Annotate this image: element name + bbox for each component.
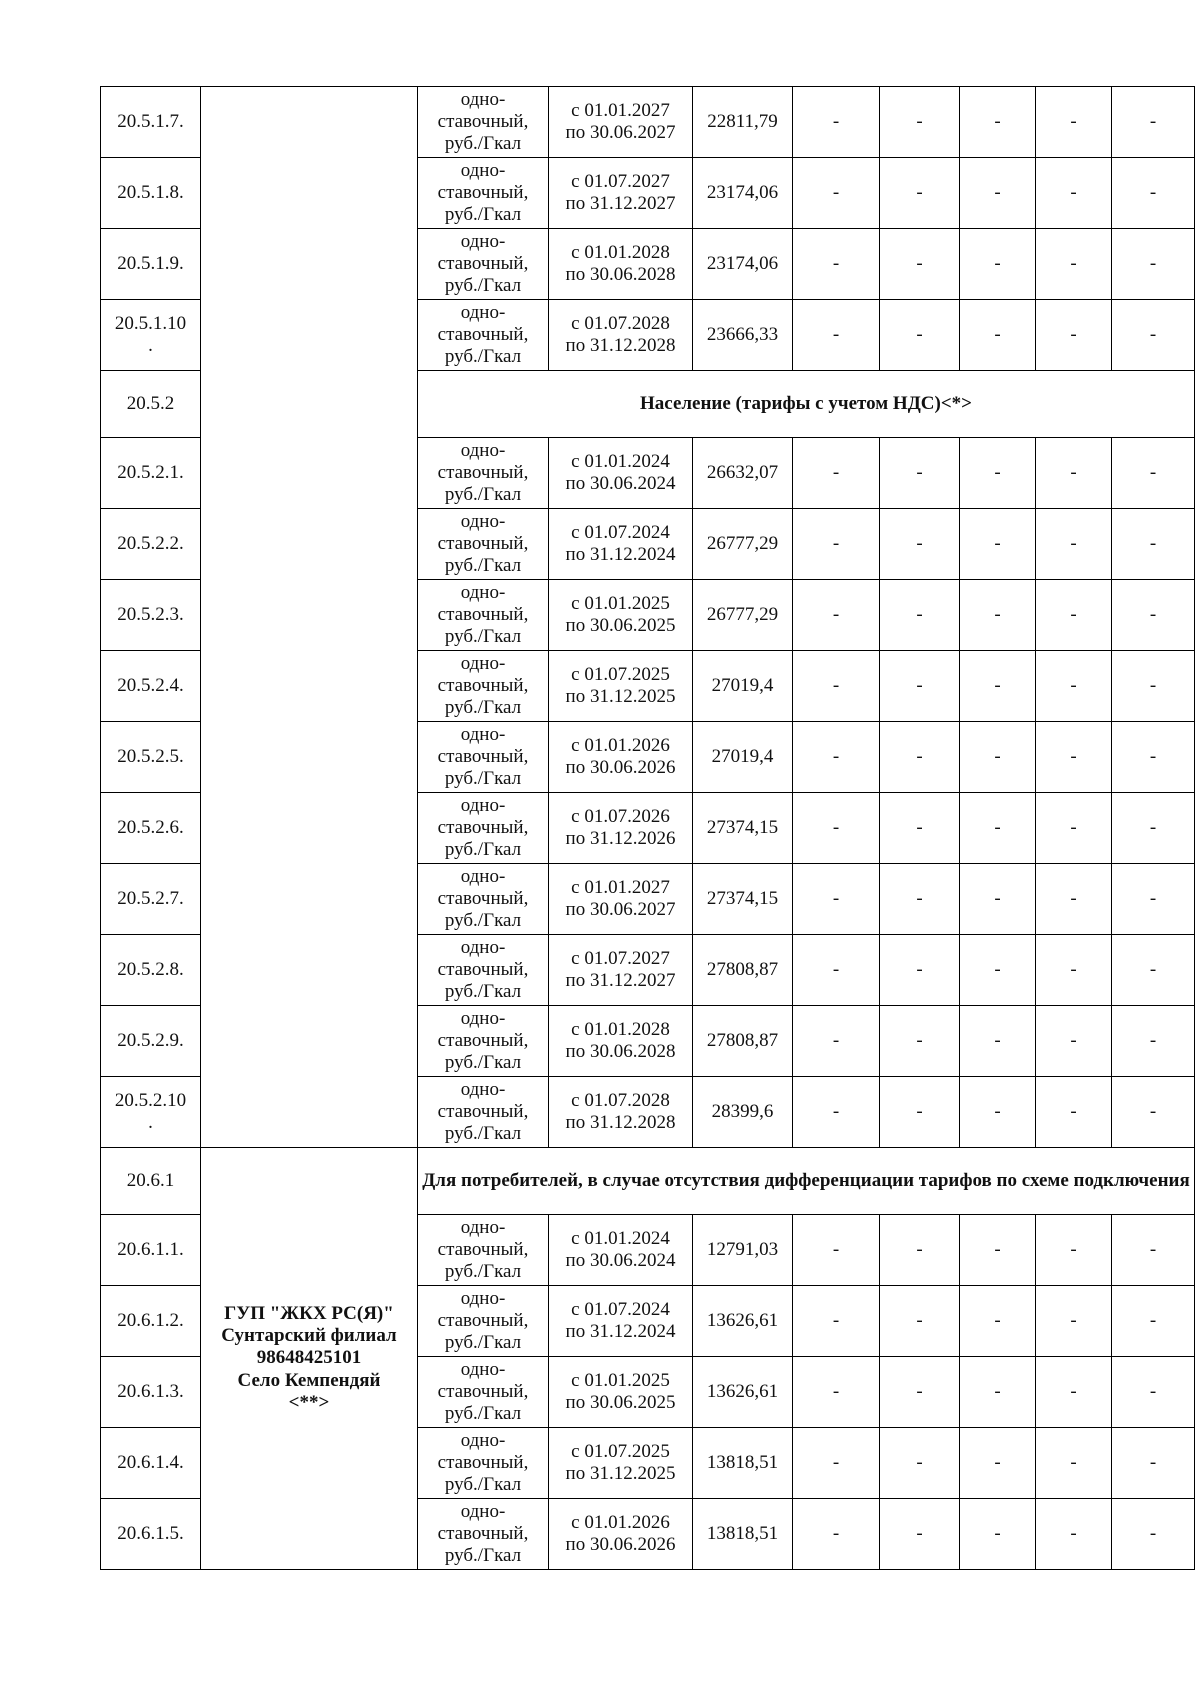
tariff-type: одно- ставочный, руб./Гкал: [418, 87, 549, 158]
tariff-value: 13626,61: [693, 1357, 793, 1428]
empty-value: -: [880, 158, 960, 229]
tariff-value: 12791,03: [693, 1215, 793, 1286]
empty-value: -: [880, 1215, 960, 1286]
tariff-type: одно- ставочный, руб./Гкал: [418, 1428, 549, 1499]
row-code: 20.5.2.10 .: [101, 1077, 201, 1148]
empty-value: -: [880, 651, 960, 722]
empty-value: -: [960, 935, 1036, 1006]
empty-value: -: [1036, 1077, 1112, 1148]
empty-value: -: [1036, 935, 1112, 1006]
row-code: 20.5.1.10 .: [101, 300, 201, 371]
tariff-type: одно- ставочный, руб./Гкал: [418, 438, 549, 509]
empty-value: -: [1112, 1286, 1195, 1357]
empty-value: -: [960, 300, 1036, 371]
period: с 01.07.2024 по 31.12.2024: [549, 1286, 693, 1357]
empty-value: -: [793, 1428, 880, 1499]
organization-cell: [201, 87, 418, 1148]
empty-value: -: [793, 580, 880, 651]
empty-value: -: [1112, 1006, 1195, 1077]
row-code: 20.6.1.1.: [101, 1215, 201, 1286]
empty-value: -: [880, 229, 960, 300]
empty-value: -: [1036, 229, 1112, 300]
tariff-table: [100, 86, 1195, 1570]
empty-value: -: [1036, 651, 1112, 722]
empty-value: -: [880, 1006, 960, 1077]
tariff-type: одно- ставочный, руб./Гкал: [418, 935, 549, 1006]
tariff-value: 27019,4: [693, 651, 793, 722]
empty-value: -: [880, 722, 960, 793]
row-code: 20.5.2.1.: [101, 438, 201, 509]
tariff-value: 26777,29: [693, 509, 793, 580]
tariff-type: одно- ставочный, руб./Гкал: [418, 864, 549, 935]
tariff-value: 13818,51: [693, 1428, 793, 1499]
row-code: 20.5.2.2.: [101, 509, 201, 580]
row-code: 20.5.2.6.: [101, 793, 201, 864]
row-code: 20.6.1.3.: [101, 1357, 201, 1428]
tariff-type: одно- ставочный, руб./Гкал: [418, 1499, 549, 1570]
empty-value: -: [960, 1077, 1036, 1148]
tariff-type: одно- ставочный, руб./Гкал: [418, 1215, 549, 1286]
tariff-value: 27374,15: [693, 793, 793, 864]
empty-value: -: [960, 864, 1036, 935]
empty-value: -: [1036, 1499, 1112, 1570]
period: с 01.01.2024 по 30.06.2024: [549, 438, 693, 509]
empty-value: -: [1036, 438, 1112, 509]
empty-value: -: [880, 438, 960, 509]
empty-value: -: [1112, 438, 1195, 509]
empty-value: -: [960, 793, 1036, 864]
empty-value: -: [880, 509, 960, 580]
row-code: 20.5.2.8.: [101, 935, 201, 1006]
period: с 01.01.2024 по 30.06.2024: [549, 1215, 693, 1286]
empty-value: -: [793, 87, 880, 158]
empty-value: -: [960, 509, 1036, 580]
empty-value: -: [793, 158, 880, 229]
tariff-type: одно- ставочный, руб./Гкал: [418, 1357, 549, 1428]
empty-value: -: [1112, 1499, 1195, 1570]
period: с 01.01.2028 по 30.06.2028: [549, 1006, 693, 1077]
section-title: Население (тарифы с учетом НДС)<*>: [418, 371, 1195, 438]
empty-value: -: [880, 1428, 960, 1499]
empty-value: -: [880, 87, 960, 158]
row-code: 20.5.2.3.: [101, 580, 201, 651]
tariff-type: одно- ставочный, руб./Гкал: [418, 229, 549, 300]
empty-value: -: [960, 722, 1036, 793]
period: с 01.07.2028 по 31.12.2028: [549, 1077, 693, 1148]
empty-value: -: [960, 438, 1036, 509]
tariff-value: 28399,6: [693, 1077, 793, 1148]
empty-value: -: [793, 509, 880, 580]
tariff-value: 27374,15: [693, 864, 793, 935]
empty-value: -: [960, 87, 1036, 158]
period: с 01.01.2026 по 30.06.2026: [549, 722, 693, 793]
empty-value: -: [880, 1077, 960, 1148]
period: с 01.07.2028 по 31.12.2028: [549, 300, 693, 371]
empty-value: -: [960, 1286, 1036, 1357]
tariff-value: 23174,06: [693, 158, 793, 229]
empty-value: -: [793, 1286, 880, 1357]
empty-value: -: [960, 1428, 1036, 1499]
empty-value: -: [793, 300, 880, 371]
tariff-type: одно- ставочный, руб./Гкал: [418, 793, 549, 864]
empty-value: -: [1036, 509, 1112, 580]
empty-value: -: [1112, 300, 1195, 371]
empty-value: -: [1036, 1428, 1112, 1499]
empty-value: -: [1112, 793, 1195, 864]
empty-value: -: [793, 935, 880, 1006]
empty-value: -: [880, 1286, 960, 1357]
row-code: 20.6.1.5.: [101, 1499, 201, 1570]
empty-value: -: [1112, 1215, 1195, 1286]
tariff-value: 27808,87: [693, 1006, 793, 1077]
empty-value: -: [1036, 158, 1112, 229]
empty-value: -: [793, 793, 880, 864]
tariff-value: 23174,06: [693, 229, 793, 300]
tariff-value: 23666,33: [693, 300, 793, 371]
tariff-type: одно- ставочный, руб./Гкал: [418, 509, 549, 580]
empty-value: -: [960, 1499, 1036, 1570]
tariff-type: одно- ставочный, руб./Гкал: [418, 300, 549, 371]
period: с 01.01.2027 по 30.06.2027: [549, 864, 693, 935]
tariff-value: 26632,07: [693, 438, 793, 509]
empty-value: -: [1112, 1428, 1195, 1499]
empty-value: -: [1112, 1077, 1195, 1148]
empty-value: -: [1112, 651, 1195, 722]
empty-value: -: [880, 793, 960, 864]
tariff-type: одно- ставочный, руб./Гкал: [418, 722, 549, 793]
empty-value: -: [1112, 87, 1195, 158]
tariff-table-body: [101, 87, 1195, 1570]
empty-value: -: [1112, 158, 1195, 229]
empty-value: -: [793, 438, 880, 509]
empty-value: -: [793, 651, 880, 722]
empty-value: -: [1036, 1006, 1112, 1077]
empty-value: -: [960, 158, 1036, 229]
empty-value: -: [1036, 580, 1112, 651]
tariff-type: одно- ставочный, руб./Гкал: [418, 1286, 549, 1357]
organization-cell: ГУП "ЖКХ РС(Я)" Сунтарский филиал 98648425101 Село Кемпендяй <**>: [201, 1148, 418, 1570]
empty-value: -: [1036, 793, 1112, 864]
empty-value: -: [1112, 1357, 1195, 1428]
row-code: 20.5.2.7.: [101, 864, 201, 935]
row-code: 20.5.2.9.: [101, 1006, 201, 1077]
empty-value: -: [880, 580, 960, 651]
empty-value: -: [960, 651, 1036, 722]
empty-value: -: [793, 864, 880, 935]
empty-value: -: [1112, 229, 1195, 300]
empty-value: -: [793, 1077, 880, 1148]
empty-value: -: [880, 1357, 960, 1428]
tariff-value: 22811,79: [693, 87, 793, 158]
row-code: 20.6.1.2.: [101, 1286, 201, 1357]
period: с 01.01.2027 по 30.06.2027: [549, 87, 693, 158]
period: с 01.01.2025 по 30.06.2025: [549, 1357, 693, 1428]
tariff-value: 13626,61: [693, 1286, 793, 1357]
empty-value: -: [880, 935, 960, 1006]
row-code: 20.6.1.4.: [101, 1428, 201, 1499]
tariff-type: одно- ставочный, руб./Гкал: [418, 158, 549, 229]
period: с 01.07.2027 по 31.12.2027: [549, 935, 693, 1006]
row-code: 20.5.2.4.: [101, 651, 201, 722]
empty-value: -: [793, 1357, 880, 1428]
empty-value: -: [1112, 722, 1195, 793]
tariff-value: 26777,29: [693, 580, 793, 651]
empty-value: -: [793, 1215, 880, 1286]
empty-value: -: [960, 580, 1036, 651]
empty-value: -: [960, 1357, 1036, 1428]
period: с 01.07.2027 по 31.12.2027: [549, 158, 693, 229]
tariff-value: 27808,87: [693, 935, 793, 1006]
period: с 01.07.2025 по 31.12.2025: [549, 651, 693, 722]
tariff-type: одно- ставочный, руб./Гкал: [418, 1006, 549, 1077]
tariff-type: одно- ставочный, руб./Гкал: [418, 651, 549, 722]
empty-value: -: [1036, 722, 1112, 793]
empty-value: -: [793, 1006, 880, 1077]
row-code: 20.5.1.8.: [101, 158, 201, 229]
empty-value: -: [880, 300, 960, 371]
row-code: 20.5.1.9.: [101, 229, 201, 300]
period: с 01.07.2025 по 31.12.2025: [549, 1428, 693, 1499]
tariff-value: 27019,4: [693, 722, 793, 793]
empty-value: -: [960, 1215, 1036, 1286]
row-code: 20.5.1.7.: [101, 87, 201, 158]
period: с 01.01.2025 по 30.06.2025: [549, 580, 693, 651]
empty-value: -: [793, 1499, 880, 1570]
empty-value: -: [793, 229, 880, 300]
empty-value: -: [880, 1499, 960, 1570]
section-row: [101, 1148, 1195, 1215]
row-code: 20.5.2: [101, 371, 201, 438]
period: с 01.01.2026 по 30.06.2026: [549, 1499, 693, 1570]
empty-value: -: [1112, 935, 1195, 1006]
empty-value: -: [1036, 300, 1112, 371]
empty-value: -: [1036, 1286, 1112, 1357]
empty-value: -: [1112, 864, 1195, 935]
empty-value: -: [1036, 1357, 1112, 1428]
tariff-value: 13818,51: [693, 1499, 793, 1570]
empty-value: -: [960, 1006, 1036, 1077]
empty-value: -: [1036, 1215, 1112, 1286]
tariff-type: одно- ставочный, руб./Гкал: [418, 1077, 549, 1148]
row-code: 20.6.1: [101, 1148, 201, 1215]
empty-value: -: [1036, 87, 1112, 158]
period: с 01.07.2024 по 31.12.2024: [549, 509, 693, 580]
empty-value: -: [960, 229, 1036, 300]
empty-value: -: [1112, 509, 1195, 580]
tariff-type: одно- ставочный, руб./Гкал: [418, 580, 549, 651]
table-row: [101, 87, 1195, 158]
period: с 01.07.2026 по 31.12.2026: [549, 793, 693, 864]
empty-value: -: [793, 722, 880, 793]
empty-value: -: [880, 864, 960, 935]
empty-value: -: [1112, 580, 1195, 651]
section-title: Для потребителей, в случае отсутствия дифференциации тарифов по схеме подключения: [418, 1148, 1195, 1215]
period: с 01.01.2028 по 30.06.2028: [549, 229, 693, 300]
row-code: 20.5.2.5.: [101, 722, 201, 793]
empty-value: -: [1036, 864, 1112, 935]
